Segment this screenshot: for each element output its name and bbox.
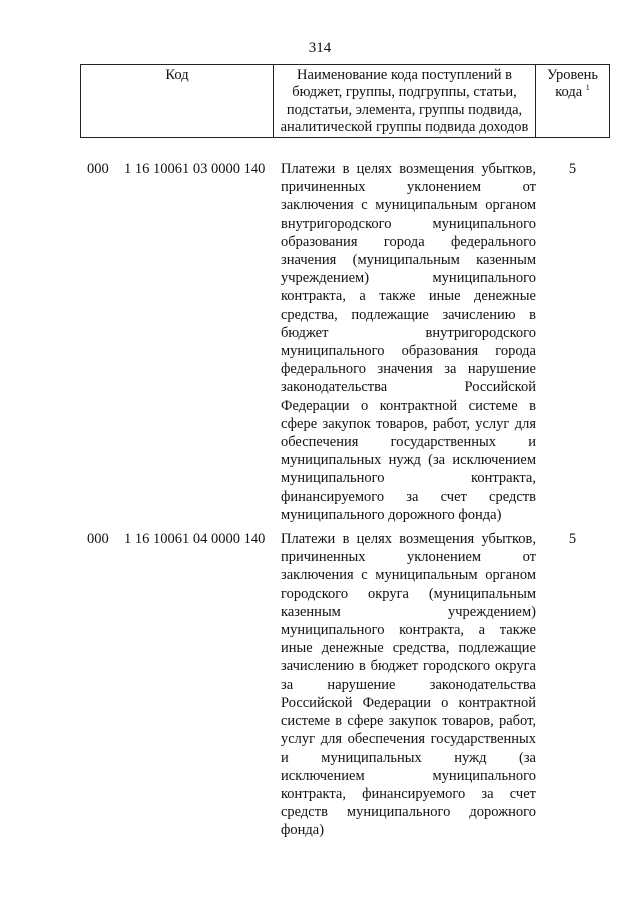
text-line: причиненных уклонением от xyxy=(281,179,536,196)
text-line: казенным учреждением) xyxy=(281,603,536,620)
row-revenue-code: 1 16 10061 03 0000 140 xyxy=(124,161,266,177)
text-line: городского округа (муниципальным xyxy=(281,585,536,602)
row-revenue-name xyxy=(281,160,536,524)
text-line: внутригородского муниципального xyxy=(281,215,536,232)
text-line: контракта, а также иные денежные xyxy=(281,288,536,305)
text-line: заключения с муниципальным органом xyxy=(281,567,536,584)
row-code-level: 5 xyxy=(568,531,577,548)
text-line: значения (муниципальным казенным xyxy=(281,252,536,269)
text-line: финансируемого за счет средств xyxy=(281,488,536,505)
text-line: средства, подлежащие зачислению в xyxy=(281,306,536,323)
text-line: за нарушение законодательства xyxy=(281,676,536,693)
text-line: муниципального образования города xyxy=(281,343,536,360)
text-line: и муниципальных нужд (за xyxy=(281,749,536,766)
header-code: Код xyxy=(81,65,274,138)
footnote-marker: 1 xyxy=(585,83,590,93)
text-line: Федерации о контрактной системе в xyxy=(281,397,536,414)
header-level-text: Уровень кода xyxy=(546,67,599,101)
text-line: законодательства Российской xyxy=(281,379,536,396)
row-prefix-code: 000 xyxy=(87,531,109,548)
row-revenue-code: 1 16 10061 04 0000 140 xyxy=(124,531,266,548)
text-line: контракта, финансируемого за счет xyxy=(281,785,536,802)
text-line: Российской Федерации о контрактной xyxy=(281,694,536,711)
row-prefix-code: 000 xyxy=(87,161,109,177)
row-code-level: 5 xyxy=(568,161,577,177)
text-line: Платежи в целях возмещения убытков, xyxy=(281,161,536,177)
text-line: фонда) xyxy=(281,822,325,839)
header-name: Наименование кода поступлений в бюджет, группы, подгруппы, статьи, подстатьи, элемента, группы подвида, аналитической группы подвида доходов xyxy=(274,65,536,138)
text-line: муниципального дорожного фонда) xyxy=(281,506,502,523)
text-line: учреждением) муниципального xyxy=(281,270,536,287)
text-line: средств муниципального дорожного xyxy=(281,804,536,821)
text-line: бюджет внутригородского xyxy=(281,324,536,341)
text-line: федерального значения за нарушение xyxy=(281,361,536,378)
text-line: муниципального контракта, xyxy=(281,470,536,487)
text-line: зачислению в бюджет городского округа xyxy=(281,658,536,675)
text-line: заключения с муниципальным органом xyxy=(281,197,536,214)
table-row xyxy=(80,530,609,839)
page-number: 314 xyxy=(308,40,332,56)
header-row xyxy=(81,65,610,138)
text-line: обеспечения государственных и xyxy=(281,434,536,451)
table-body xyxy=(80,160,609,840)
text-line: муниципального контракта, а также xyxy=(281,622,536,639)
text-line: муниципальных нужд (за исключением xyxy=(281,452,536,469)
header-level xyxy=(536,65,610,138)
text-line: Платежи в целях возмещения убытков, xyxy=(281,531,536,548)
text-line: сфере закупок товаров, работ, услуг для xyxy=(281,415,536,432)
text-line: иные денежные средства, подлежащие xyxy=(281,640,536,657)
text-line: системе в сфере закупок товаров, работ, xyxy=(281,713,536,730)
text-line: причиненных уклонением от xyxy=(281,549,536,566)
row-revenue-name xyxy=(281,530,536,839)
table-row xyxy=(80,160,609,524)
table-header xyxy=(80,64,610,138)
text-line: исключением муниципального xyxy=(281,767,536,784)
text-line: образования города федерального xyxy=(281,233,536,250)
text-line: услуг для обеспечения государственных xyxy=(281,731,536,748)
